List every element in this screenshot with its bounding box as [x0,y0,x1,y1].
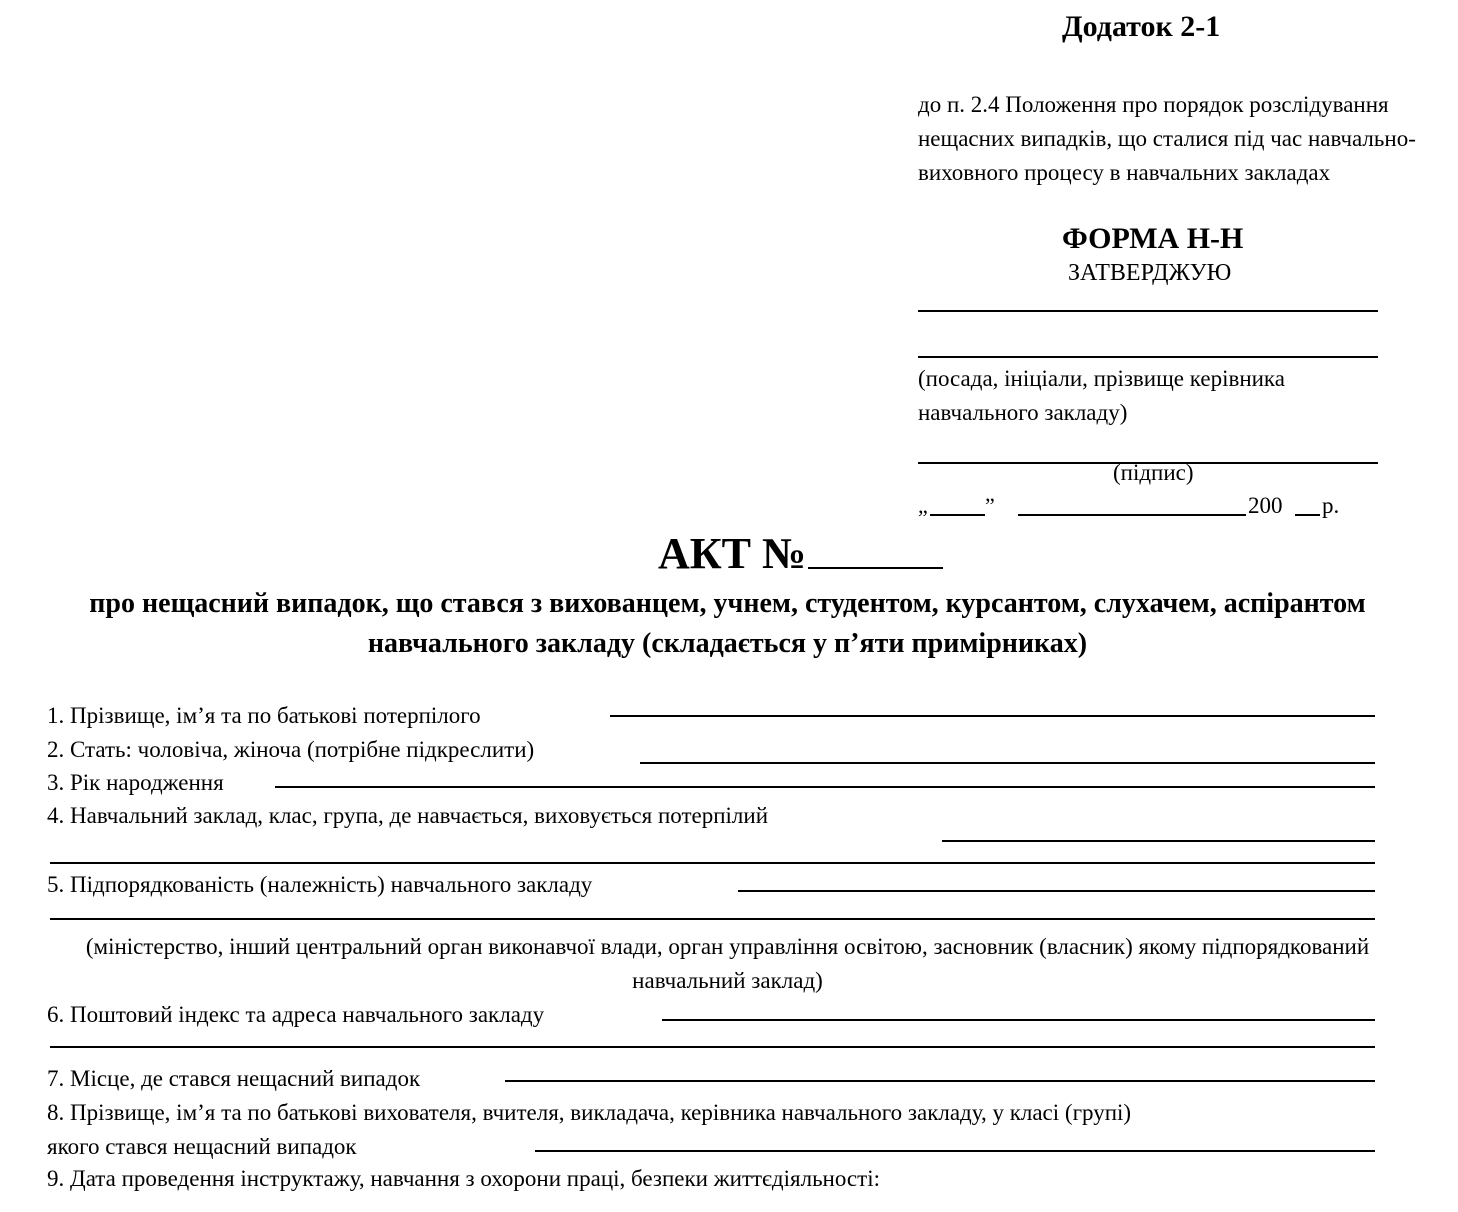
item-8-line [535,1150,1375,1152]
approver-line-1 [918,310,1378,312]
item-7-label: 7. Місце, де стався нещасний випадок [47,1066,421,1091]
form-title: ФОРМА Н-Н [1062,222,1244,255]
date-year-suffix: р. [1322,493,1340,518]
item-6-line-2 [50,1046,1375,1048]
approve-label: ЗАТВЕРДЖУЮ [1068,260,1232,286]
item-5-line-2 [50,918,1375,920]
item-5-label: 5. Підпорядкованість (належність) навчального закладу [47,872,593,897]
date-month-line [1018,514,1246,516]
item-7-line [505,1080,1375,1082]
addendum-label: Додаток 2-1 [1062,10,1221,43]
item-6-line [662,1019,1375,1021]
addendum-note: до п. 2.4 Положення про порядок розслідування нещасних випадків, що сталися під час навчально-виховного процесу в навчальних закладах [918,92,1416,185]
item-4-label: 4. Навчальний заклад, клас, група, де навчається, виховується потерпілий [47,803,769,828]
approver-line-2 [918,356,1378,358]
position-caption: (посада, ініціали, прізвище керівника навчального закладу) [918,366,1285,425]
signature-caption: (підпис) [1113,460,1194,485]
item-4-line-2 [50,862,1375,864]
item-8-label-cont: якого стався нещасний випадок [47,1134,357,1159]
subordination-caption: (міністерство, інший центральний орган виконавчої влади, орган управління освітою, засновник (власник) якому підпорядкований навчальний заклад) [85,934,1370,993]
item-1-line [610,715,1375,717]
item-2-label: 2. Стать: чоловіча, жіноча (потрібне підкреслити) [47,737,535,762]
act-number-line [808,567,943,569]
item-1-label: 1. Прізвище, ім’я та по батькові потерпілого [47,703,481,728]
item-3-label: 3. Рік народження [47,770,224,795]
item-6-label: 6. Поштовий індекс та адреса навчального закладу [47,1002,545,1027]
act-title: АКТ № [658,529,807,578]
item-2-line [640,762,1375,764]
date-year: 200 [1248,493,1283,518]
date-quote-close: ” [985,493,995,518]
act-subtitle: про нещасний випадок, що стався з вихованцем, учнем, студентом, курсантом, слухачем, аспірантом навчального закладу (складається у п’яти примірниках) [89,588,1366,659]
item-8-label: 8. Прізвище, ім’я та по батькові вихователя, вчителя, викладача, керівника навчального закладу, у класі (групі) [47,1100,1132,1125]
item-9-label: 9. Дата проведення інструктажу, навчання з охорони праці, безпеки життєдіяльності: [47,1166,880,1191]
date-year-line [1295,514,1320,516]
item-4-line [942,840,1375,842]
item-5-line [738,890,1375,892]
date-day-line [930,514,985,516]
item-3-line [275,786,1375,788]
date-quote-open: „ [918,493,928,518]
